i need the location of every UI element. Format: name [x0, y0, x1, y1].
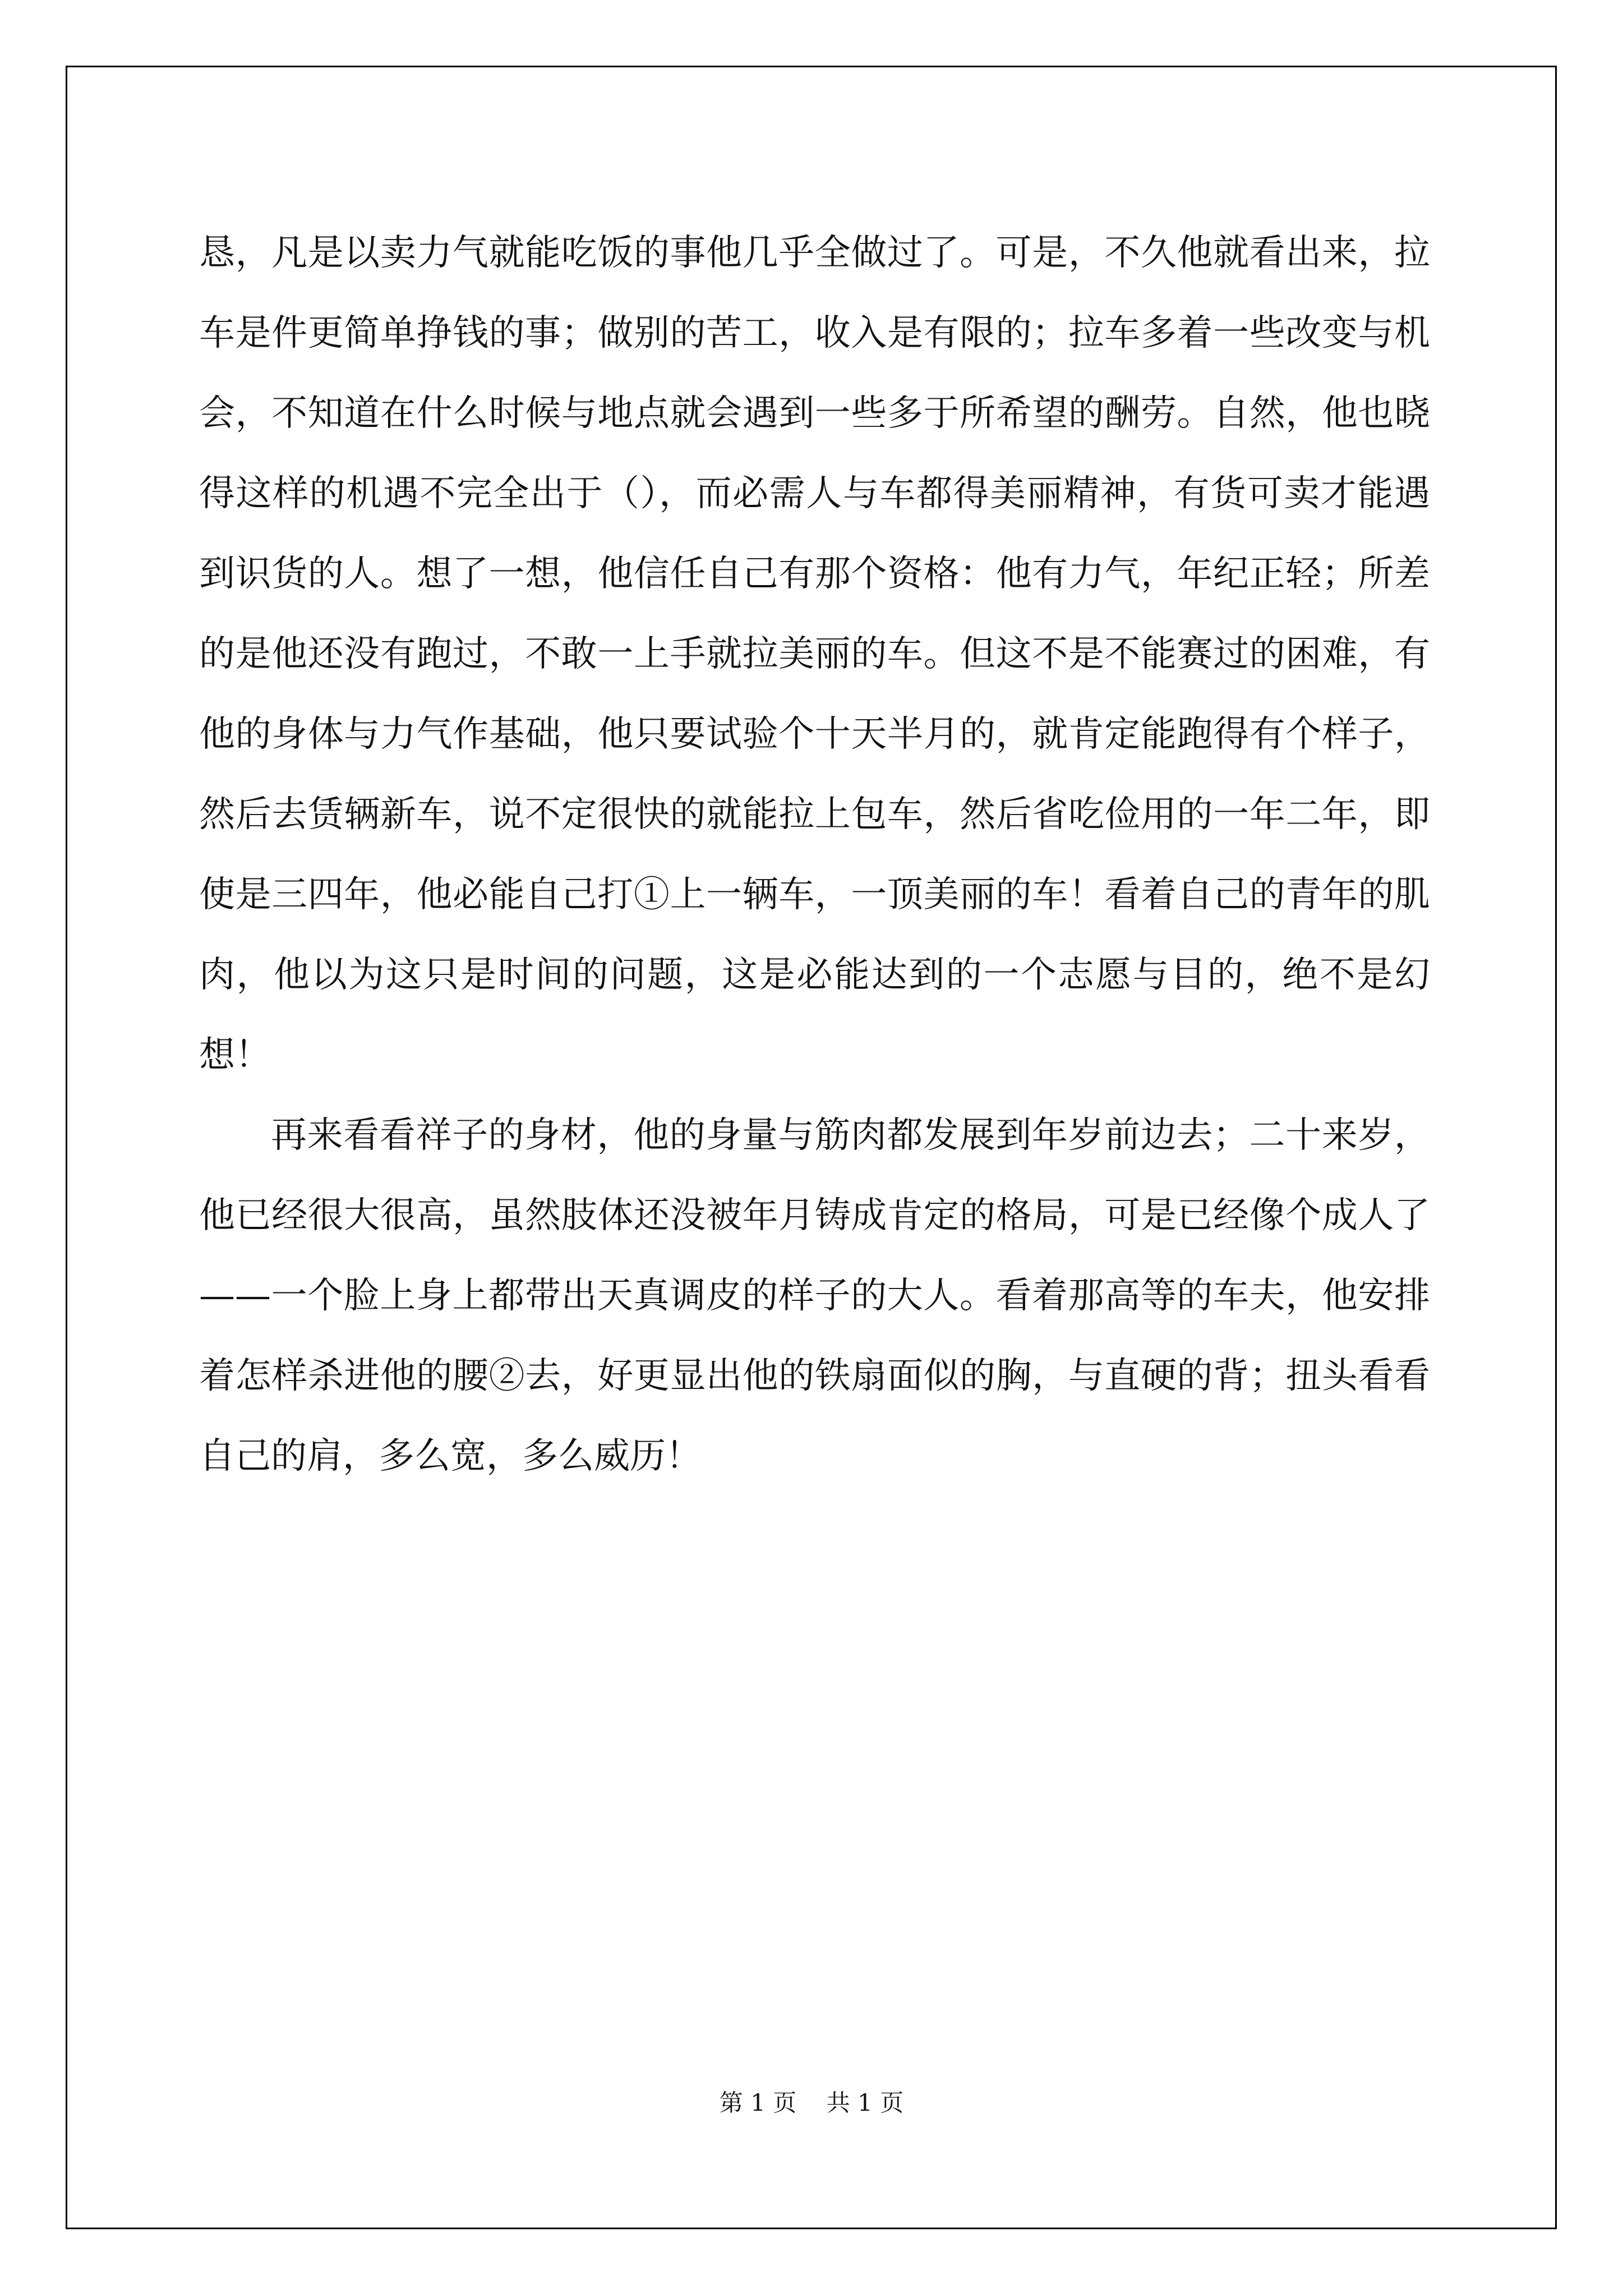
document-body [199, 213, 1430, 1497]
page-number-footer: 第 1 页 共 1 页 [719, 2089, 904, 2116]
paragraph-2: 再来看看祥子的身材，他的身量与筋肉都发展到年岁前边去；二十来岁，他已经很大很高，虽然肢体还没被年月铸成肯定的格局，可是已经像个成人了——一个脸上身上都带出天真调皮的样子的大人。看着那高等的车夫，他安排着怎样杀进他的腰②去，好更显出他的铁扇面似的胸，与直硬的背；扭头看看自己的肩，多么宽，多么威历！ [199, 1115, 1430, 1477]
paragraph-1: 恳，凡是以卖力气就能吃饭的事他几乎全做过了。可是，不久他就看出来，拉车是件更简单挣钱的事；做别的苦工，收入是有限的；拉车多着一些改变与机会，不知道在什么时候与地点就会遇到一些多于所希望的酬劳。自然，他也晓得这样的机遇不完全出于（），而必需人与车都得美丽精神，有货可卖才能遇到识货的人。想了一想，他信任自己有那个资格：他有力气，年纪正轻；所差的是他还没有跑过，不敢一上手就拉美丽的车。但这不是不能赛过的困难，有他的身体与力气作基础，他只要试验个十天半月的，就肯定能跑得有个样子，然后去赁辆新车，说不定很快的就能拉上包车，然后省吃俭用的一年二年，即使是三四年，他必能自己打①上一辆车，一顶美丽的车！看着自己的青年的肌肉，他以为这只是时间的问题，这是必能达到的一个志愿与目的，绝不是幻想！ [199, 232, 1430, 1076]
